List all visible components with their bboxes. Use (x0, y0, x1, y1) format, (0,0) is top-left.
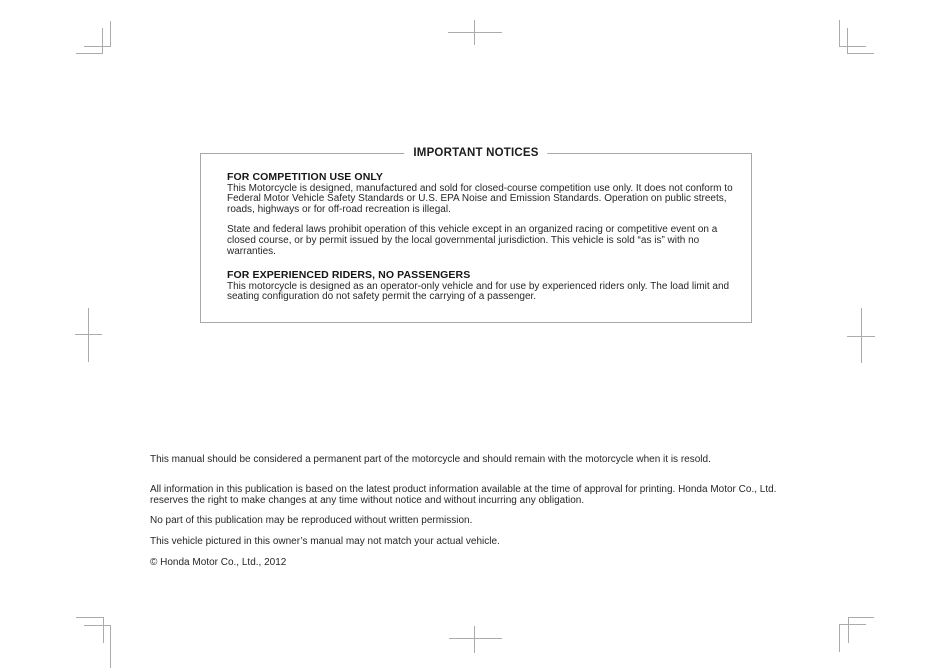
notice-paragraph: State and federal laws prohibit operation of this vehicle except in an organized racing or competitive event on a closed course, or by permit issued by the local governmental jurisdiction. This vehicle is sold “as is” with no warranties. (227, 224, 718, 257)
information-basis-note: All information in this publication is based on the latest product information available at the time of approval for printing. Honda Motor Co., Ltd. reserves the right to make changes at any time without notice and without incurring any obligation. (150, 484, 777, 506)
registration-cross-left-center (75, 308, 102, 362)
legal-text-block (150, 454, 820, 568)
copyright-line: © Honda Motor Co., Ltd., 2012 (150, 557, 287, 568)
notice-paragraph: This motorcycle is designed as an operator-only vehicle and for use by experienced riders only. The load limit and seating configuration do not safety permit the carrying of a passenger. (227, 280, 730, 303)
notice-box-title: IMPORTANT NOTICES (404, 146, 547, 161)
notice-paragraph: This Motorcycle is designed, manufactured and sold for closed-course competition use only. It does not conform to Federal Motor Vehicle Safety Standards or U.S. EPA Noise and Emission Standards. Operation on public streets, roads, highways or for off-road recreation is illegal. (227, 182, 733, 215)
important-notices-box (200, 147, 752, 323)
reproduction-note: No part of this publication may be reproduced without written permission. (150, 515, 473, 526)
notice-heading-competition: FOR COMPETITION USE ONLY (227, 171, 384, 183)
vehicle-picture-note: This vehicle pictured in this owner’s manual may not match your actual vehicle. (150, 536, 500, 547)
notice-box-content (201, 154, 751, 303)
crop-mark-top-left (76, 21, 111, 54)
registration-cross-right-center (847, 308, 875, 363)
crop-mark-top-right (839, 20, 874, 54)
registration-cross-top-center (448, 20, 502, 45)
permanent-part-note: This manual should be considered a permanent part of the motorcycle and should remain with the motorcycle when it is resold. (150, 454, 711, 465)
notice-heading-experienced-riders: FOR EXPERIENCED RIDERS, NO PASSENGERS (227, 269, 471, 282)
registration-cross-bottom-center (449, 626, 502, 653)
crop-mark-bottom-right (839, 617, 874, 652)
crop-mark-bottom-left (76, 617, 111, 668)
